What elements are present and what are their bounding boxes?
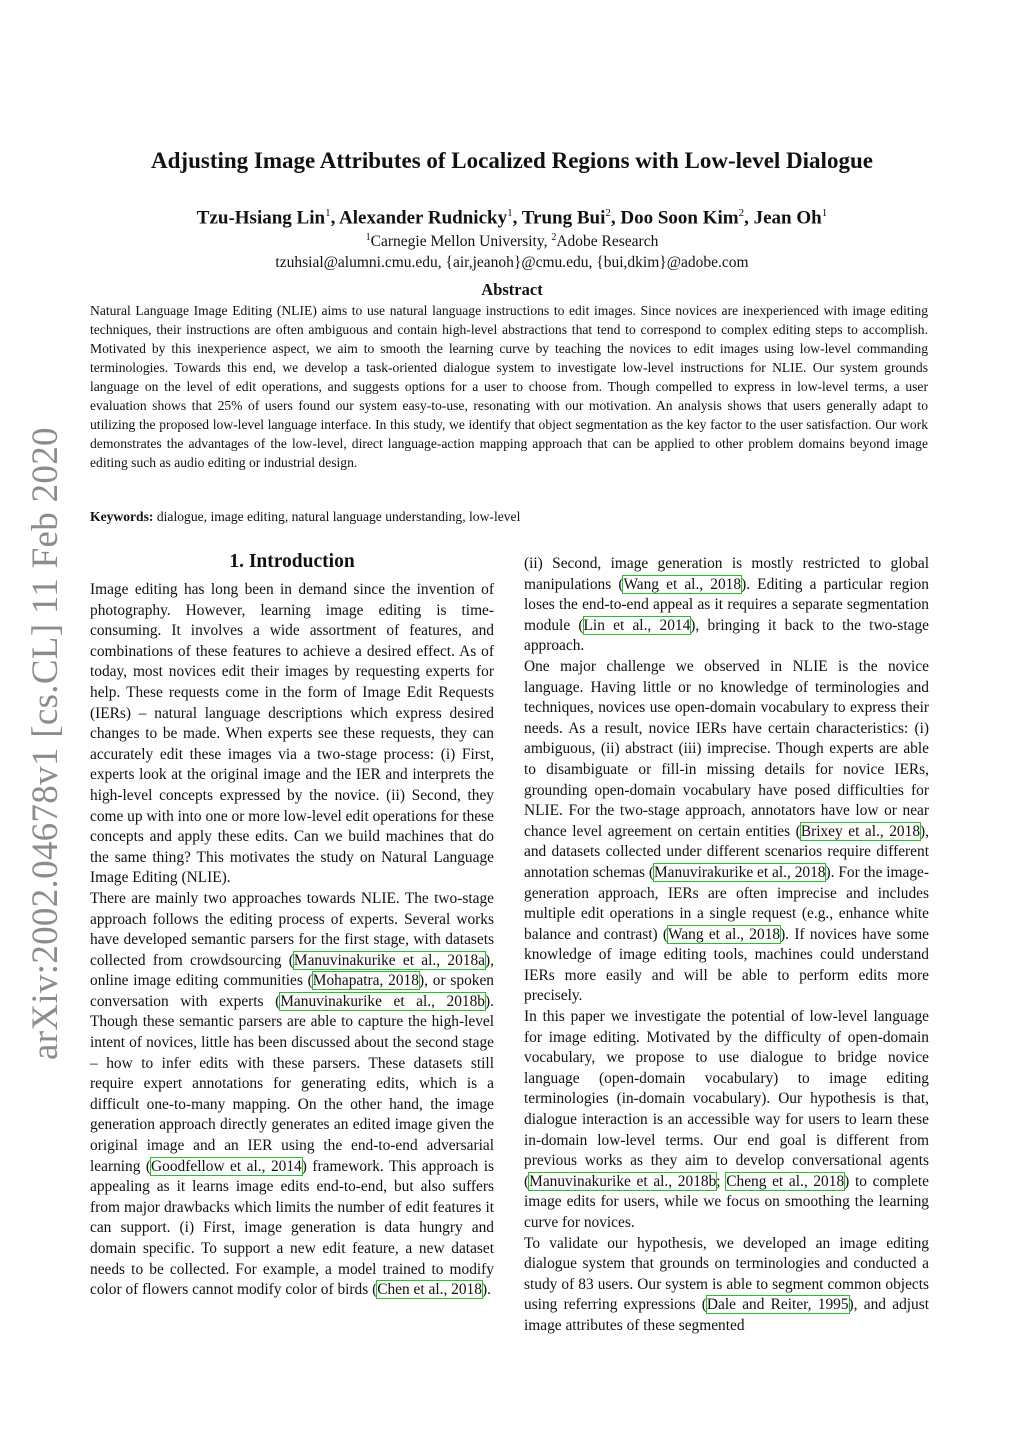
abstract-heading: Abstract (481, 280, 543, 299)
affil-name: Carnegie Mellon University (370, 233, 544, 251)
text-run: One major challenge we observed in NLIE is the novice language. Having little or no knowledge of terminologies and techniques, novices use open-domain vocabulary to express their needs. As a result, novice IERs have certain characteristics: (i) ambiguous, (ii) abstract (iii) imprecise. Though experts are able to disambiguate or fill-in missing details for novice IERs, grounding open-domain vocabulary have posed difficulties for NLIE. For the two-stage approach, annotators have low or near chance level agreement on certain entities ( (524, 657, 929, 840)
affil-sup: 1 (365, 232, 371, 243)
affil-sup: 2 (551, 232, 557, 243)
text-run: ), or spoken conversation with experts ( (90, 972, 495, 1010)
text-run: ). Though these semantic parsers are able to capture the high-level intent of novices, little has been discussed about the second stage – how to infer edits with these parsers. These datasets still require expert annotations for generating edits, which is a difficult one-to-many mapping. On the other hand, the image generation approach directly generates an edited image given the original image and an IER using the end-to-end adversarial learning ( (90, 992, 494, 1175)
text-run: ). If novices have some knowledge of image editing tools, machines could understand IERs more easily and will be able to perform edits more precisely. (524, 925, 929, 1005)
text-run: There are mainly two approaches towards NLIE. The two-stage approach follows the editing process of experts. Several works have developed semantic parsers for the first stage, with datasets collected from crowdsourcing ( (90, 889, 494, 969)
author-affil-sup: 2 (605, 207, 611, 219)
paper-title: Adjusting Image Attributes of Localized Regions with Low-level Dialogue (151, 148, 873, 173)
affiliations: $^1$Carnegie Mellon University, $^2$Adobe Research (365, 232, 659, 251)
citation-link[interactable]: Goodfellow et al., 2014 (151, 1157, 302, 1175)
text-run: ). For the image-generation approach, IERs are often imprecise and includes multiple edit operations in a single request (e.g., enhance white balance and contrast) ( (524, 863, 930, 943)
author-name: Jean Oh (753, 207, 822, 229)
paragraph (524, 554, 929, 657)
citation-link[interactable]: Chen et al., 2018 (377, 1281, 482, 1299)
text-run: (ii) Second, image generation is mostly restricted to global manipulations ( (524, 555, 929, 593)
text-run: ), and datasets collected under different scenarios require different annotation schemas ( (524, 822, 930, 881)
author-list: Tzu-Hsiang Lin$^1$, Alexander Rudnicky$^1$, Trung Bui$^2$, Doo Soon Kim$^2$, Jean Oh$^1$ (196, 207, 828, 229)
paragraph (524, 1234, 929, 1337)
author-name: Trung Bui (521, 207, 606, 229)
author-affil-sup: 1 (821, 207, 828, 219)
author-affil-sup: 1 (507, 207, 513, 219)
paragraph (90, 889, 494, 1301)
citation-link[interactable]: Manuvirakurike et al., 2018 (654, 863, 826, 881)
text-run: ; (716, 1172, 727, 1190)
citation-link[interactable]: Manuvinakurike et al., 2018b (280, 992, 486, 1010)
arxiv-stamp: arXiv:2002.04678v1 [cs.CL] 11 Feb 2020 (25, 427, 66, 1060)
text-run: ) to complete image edits for users, while we focus on smoothing the learning curve for novices. (524, 1172, 929, 1231)
text-run: ). (481, 1281, 491, 1299)
citation-link[interactable]: Wang et al., 2018 (623, 575, 742, 593)
text-run: In this paper we investigate the potential of low-level language for image editing. Motivated by the difficulty of open-domain vocabulary, we propose to use dialogue to bridge novice language (open-domain vocabulary) to image editing terminologies (in-domain vocabulary). Our hypothesis is that, dialogue interaction is an accessible way for users to learn these in-domain low-level terms. Our end goal is different from previous works as they aim to develop conversational agents ( (524, 1008, 929, 1190)
paragraph (524, 1007, 929, 1234)
paragraph: Image editing has long been in demand since the invention of photography. However, learning image editing is time-consuming. It involves a wide assortment of features, and combinations of these features to achieve a desired effect. As of today, most novices edit their images by requesting experts for help. These requests come in the form of Image Edit Requests (IERs) – natural language descriptions which express desired changes to be made. When experts see these requests, they can accurately edit these images via a two-stage process: (i) First, experts look at the original image and the IER and interprets the high-level concepts expressed by the novice. (ii) Second, they come up with into one or more low-level edit operations for these concepts and apply these edits. Can we build machines that do the same thing? This motivates the study on Natural Language Image Editing (NLIE). (90, 581, 494, 887)
text-run: ), and adjust image attributes of these segmented (524, 1296, 930, 1334)
author-name: Doo Soon Kim (620, 207, 739, 229)
author-emails: tzuhsial@alumni.cmu.edu, {air,jeanoh}@cmu.edu, {bui,dkim}@adobe.com (275, 254, 749, 271)
text-run: To validate our hypothesis, we developed an image editing dialogue system that grounds on terminologies and conducted a study of 83 users. Our system is able to segment common objects using referring expressions ( (524, 1234, 929, 1314)
keywords-label: Keywords: (90, 509, 154, 524)
citation-link[interactable]: Lin et al., 2014 (583, 616, 691, 634)
citation-link[interactable]: Mohapatra, 2018 (312, 972, 419, 990)
right-column (524, 554, 929, 1337)
citation-link[interactable]: Manuvinakurike et al., 2018b (529, 1172, 717, 1190)
abstract-text: Natural Language Image Editing (NLIE) aims to use natural language instructions to edit images. Since novices are inexperienced with image editing techniques, their instructions are often ambiguous and contain high-level abstractions that tend to correspond to complex editing steps to accomplish. Motivated by this inexperience aspect, we aim to smooth the learning curve by teaching the novices to edit images using low-level commanding terminologies. Towards this end, we develop a task-oriented dialogue system to investigate low-level instructions for NLIE. Our system grounds language on the level of edit operations, and suggests options for a user to choose from. Though compelled to express in low-level terms, a user evaluation shows that 25% of users found our system easy-to-use, resonating with our motivation. An analysis shows that users generally adapt to utilizing the proposed low-level language interface. In this study, we identify that object segmentation as the key factor to the user satisfaction. Our work demonstrates the advantages of the low-level, direct language-action mapping approach that can be applied to other problem domains beyond image editing such as audio editing or industrial design. (90, 303, 928, 470)
keywords (90, 509, 928, 525)
text-run: ), bringing it back to the two-stage approach. (524, 616, 930, 655)
left-column (90, 580, 494, 1301)
citation-link[interactable]: Brixey et al., 2018 (800, 822, 921, 840)
text-run: ), online image editing communities ( (90, 951, 494, 990)
citation-link[interactable]: Wang et al., 2018 (668, 925, 781, 943)
citation-link[interactable]: Manuvinakurike et al., 2018a (293, 951, 486, 969)
author-affil-sup: 2 (738, 207, 745, 219)
text-run: ). Editing a particular region loses the end-to-end appeal as it requires a separate segmentation module ( (524, 575, 930, 634)
affil-name: Adobe Research (556, 233, 659, 251)
author-name: Alexander Rudnicky (339, 207, 508, 229)
text-run: ) framework. This approach is appealing as it learns image edits end-to-end, but also suffers from major drawbacks which limits the number of edit features it can support. (i) First, image generation is data hungry and domain specific. To support a new edit feature, a new dataset needs to be collected. For example, a model trained to modify color of flowers cannot modify color of birds ( (90, 1157, 494, 1299)
section-heading-introduction: 1. Introduction (229, 551, 355, 572)
author-affil-sup: 1 (325, 207, 331, 219)
citation-link[interactable]: Cheng et al., 2018 (726, 1172, 845, 1190)
keywords-list: dialogue, image editing, natural language understanding, low-level (156, 509, 521, 524)
paragraph (524, 657, 929, 1007)
citation-link[interactable]: Dale and Reiter, 1995 (706, 1296, 849, 1314)
author-name: Tzu-Hsiang Lin (196, 207, 326, 229)
